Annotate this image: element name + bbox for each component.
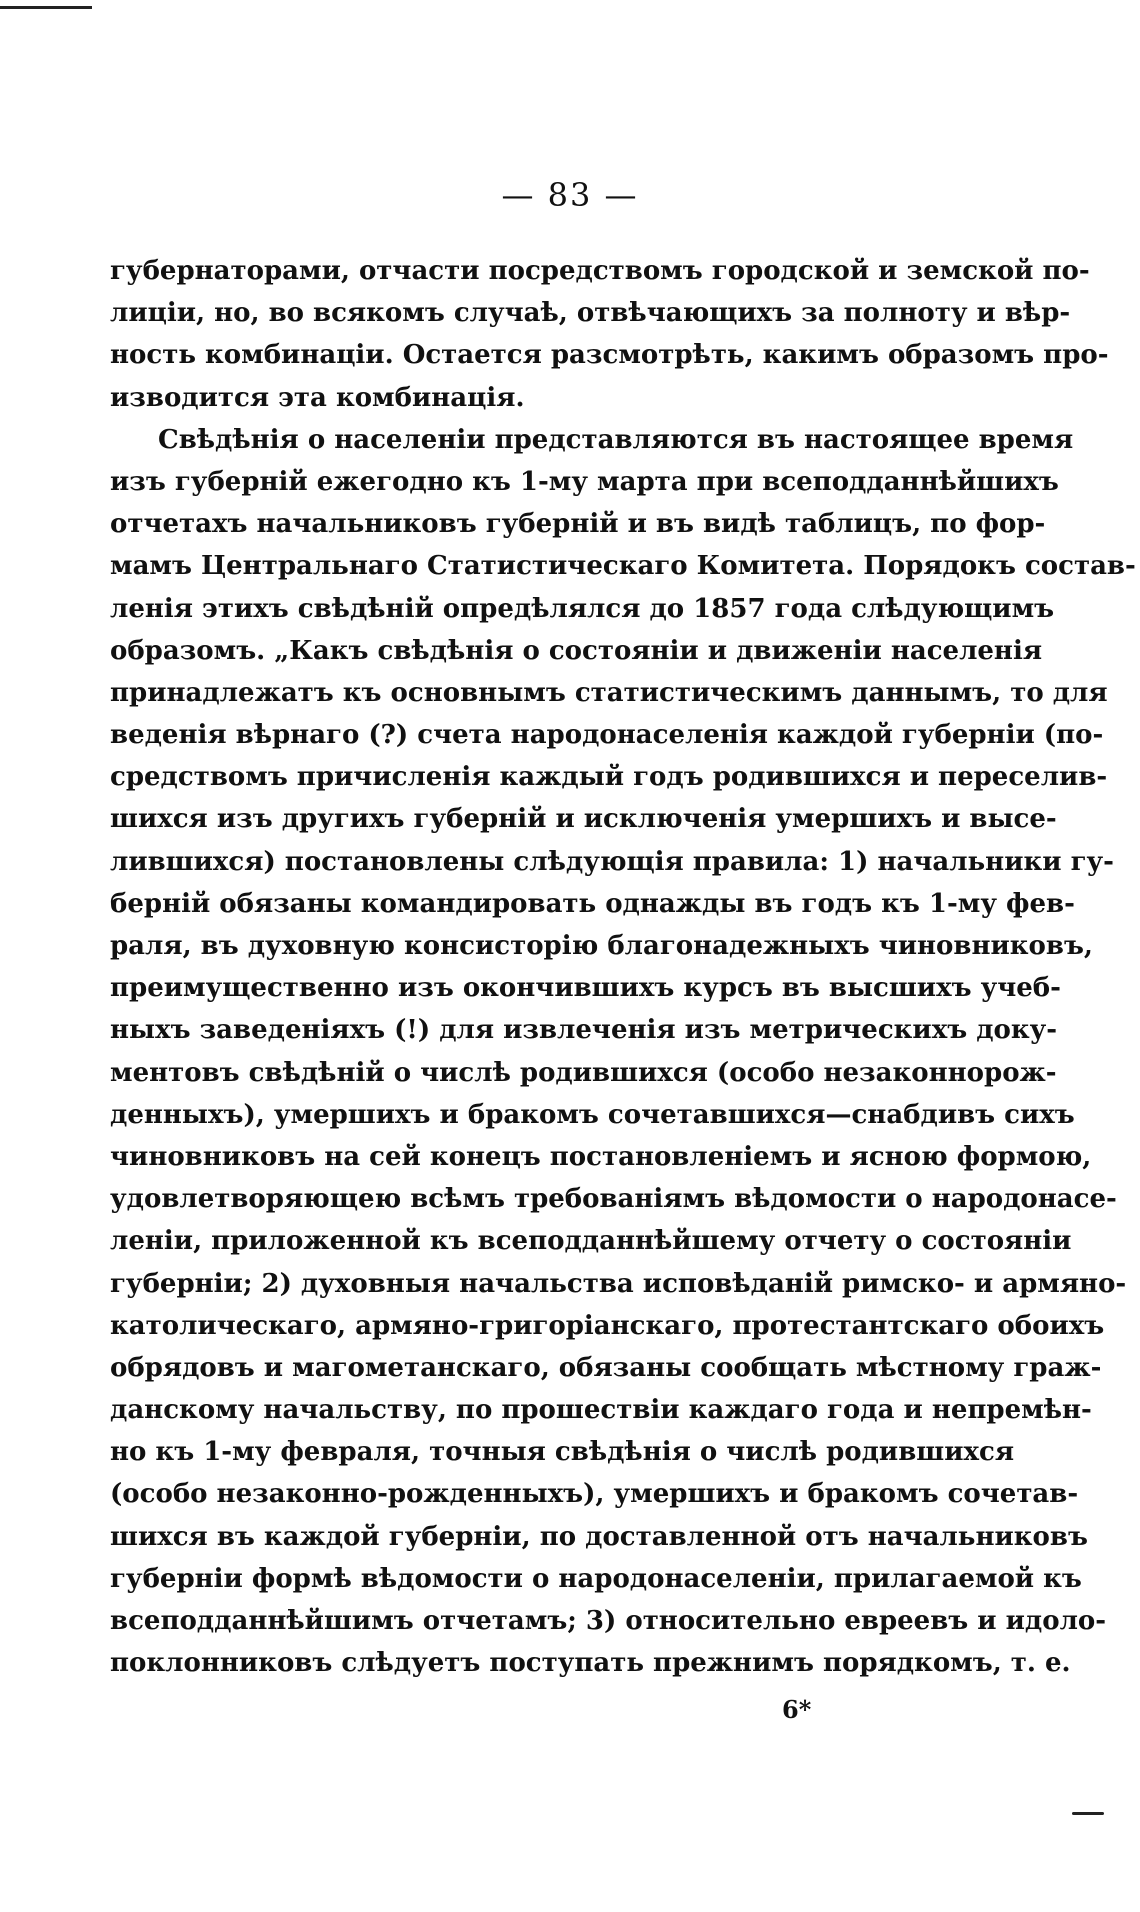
paragraph-first-line: Свѣдѣнія о населеніи представляются въ настоящее время (158, 424, 1074, 455)
text-line: ныхъ заведеніяхъ (!) для извлеченія изъ метрическихъ доку- (110, 1015, 1058, 1046)
text-line: раля, въ духовную консисторію благонадежныхъ чиновниковъ, (110, 931, 1093, 961)
text-line: мамъ Центральнаго Статистическаго Комитета. Порядокъ состав- (110, 551, 1136, 582)
text-line: шихся изъ другихъ губерній и исключенія умершихъ и высе- (110, 804, 1057, 835)
text-line: веденія вѣрнаго (?) счета народонаселенія каждой губерніи (по- (110, 720, 1104, 751)
text-line: губернаторами, отчасти посредствомъ городской и земской по- (110, 256, 1090, 286)
signature-mark: 6* (782, 1695, 812, 1724)
text-line: денныхъ), умершихъ и бракомъ сочетавшихся—снабдивъ сихъ (110, 1099, 1075, 1130)
text-line: шихся въ каждой губерніи, по доставленной отъ начальниковъ (110, 1521, 1088, 1552)
page-number-header: — 83 — (501, 176, 639, 214)
text-line: поклонниковъ слѣдуетъ поступать прежнимъ порядкомъ, т. е. (110, 1648, 1071, 1679)
text-line: чиновниковъ на сей конецъ постановленіемъ и ясною формою, (110, 1141, 1092, 1172)
scan-edge-mark (1072, 1812, 1104, 1815)
text-line: католическаго, армяно-григоріанскаго, протестантскаго обоихъ (110, 1310, 1105, 1341)
text-line: ленія этихъ свѣдѣній опредѣлялся до 1857 года слѣдующимъ (110, 593, 1055, 624)
text-line: образомъ. „Какъ свѣдѣнія о состояніи и движеніи населенія (110, 635, 1043, 666)
text-line: средствомъ причисленія каждый годъ родившихся и переселив- (110, 762, 1108, 793)
text-line: данскому начальству, по прошествіи каждаго года и непремѣн- (110, 1395, 1092, 1426)
text-line: лившихся) постановлены слѣдующія правила: 1) начальники гу- (110, 846, 1114, 877)
text-line: губерніи; 2) духовныя начальства исповѣданій римско- и армяно- (110, 1268, 1127, 1299)
text-line: берній обязаны командировать однажды въ годъ къ 1-му фев- (110, 888, 1075, 919)
text-line: (особо незаконно-рожденныхъ), умершихъ и бракомъ сочетав- (110, 1479, 1079, 1510)
text-line: изводится эта комбинація. (110, 382, 525, 413)
body-text (110, 250, 1136, 1684)
text-line: ментовъ свѣдѣній о числѣ родившихся (особо незаконнорож- (110, 1057, 1057, 1088)
text-line: обрядовъ и магометанскаго, обязаны сообщать мѣстному граж- (110, 1352, 1102, 1383)
text-line: губерніи формѣ вѣдомости о народонаселеніи, прилагаемой къ (110, 1563, 1082, 1594)
text-line: удовлетворяющею всѣмъ требованіямъ вѣдомости о народонасе- (110, 1184, 1117, 1215)
text-line: но къ 1-му февраля, точныя свѣдѣнія о числѣ родившихся (110, 1437, 1015, 1468)
text-line: преимущественно изъ окончившихъ курсъ въ высшихъ учеб- (110, 973, 1061, 1004)
text-line: ность комбинаціи. Остается разсмотрѣть, какимъ образомъ про- (110, 340, 1109, 371)
text-line: лиціи, но, во всякомъ случаѣ, отвѣчающихъ за полноту и вѣр- (110, 298, 1071, 329)
scan-edge-mark (0, 6, 92, 9)
text-line: всеподданнѣйшимъ отчетамъ; 3) относительно евреевъ и идоло- (110, 1606, 1107, 1636)
text-line: принадлежатъ къ основнымъ статистическимъ даннымъ, то для (110, 677, 1108, 708)
text-line: изъ губерній ежегодно къ 1-му марта при всеподданнѣйшихъ (110, 466, 1059, 497)
text-line: леніи, приложенной къ всеподданнѣйшему отчету о состояніи (110, 1226, 1072, 1257)
text-line: отчетахъ начальниковъ губерній и въ видѣ таблицъ, по фор- (110, 509, 1046, 540)
